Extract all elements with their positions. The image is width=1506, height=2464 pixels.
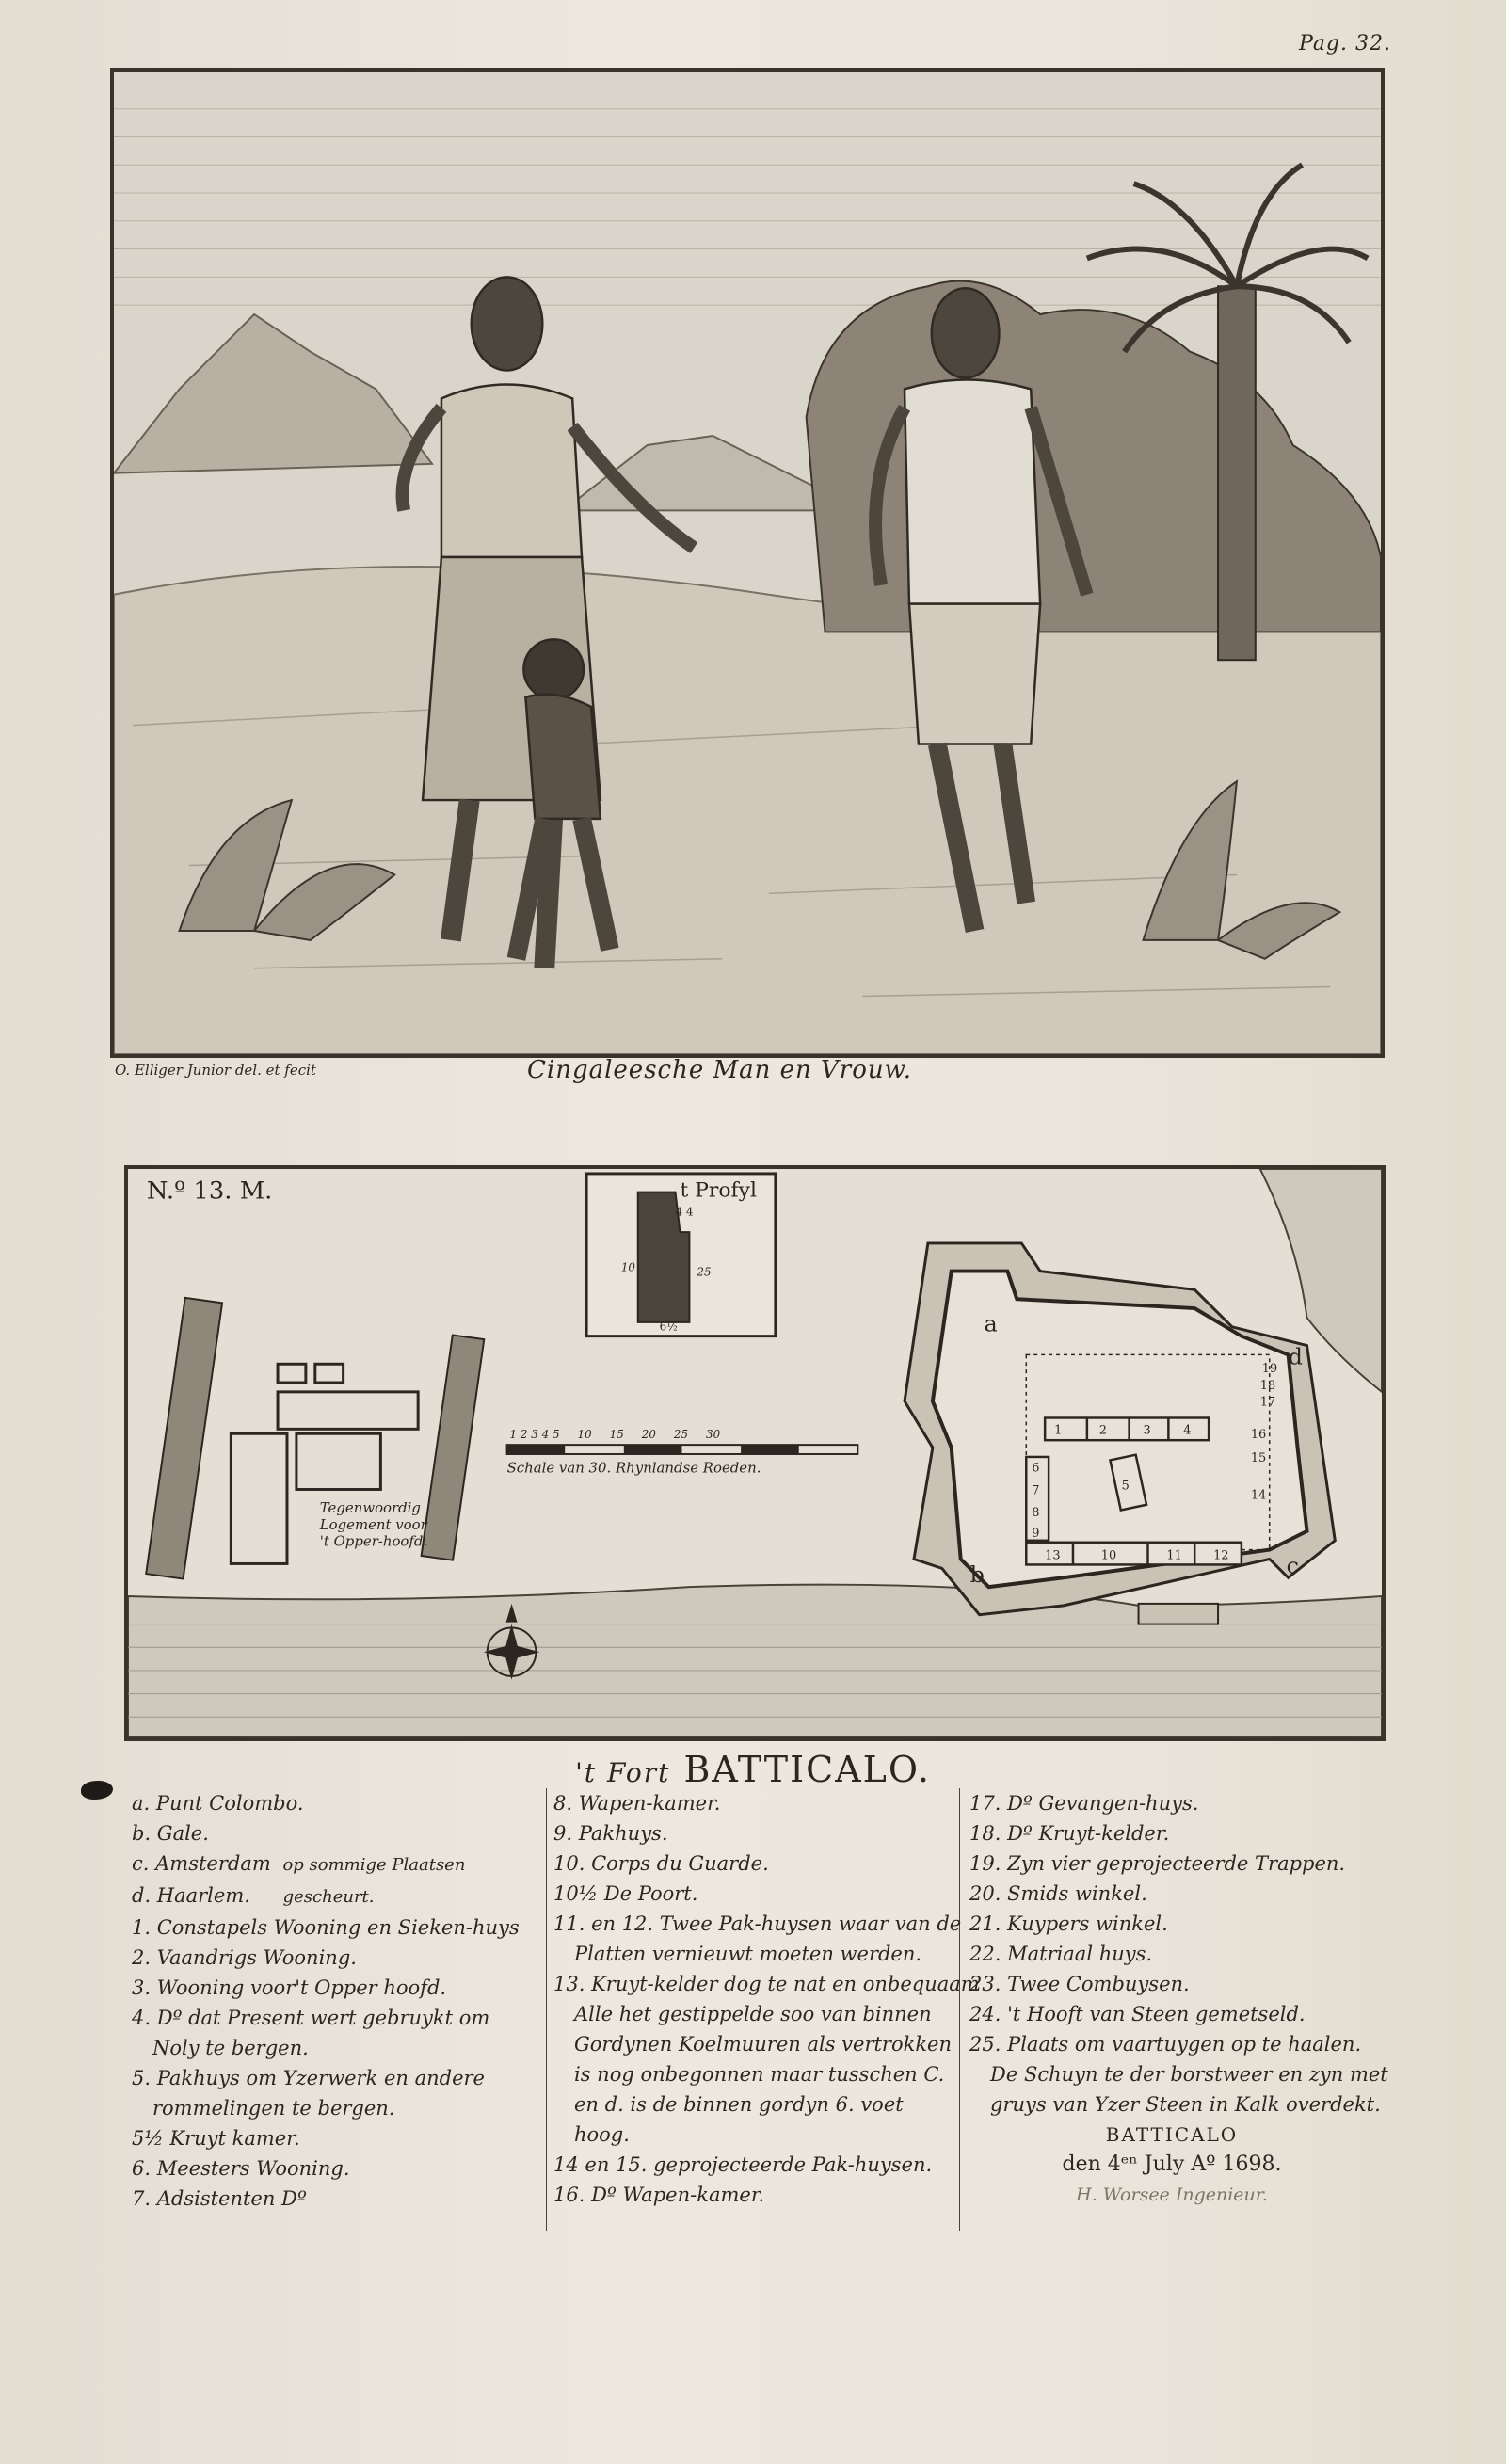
page-number: Pag. 32. (1299, 32, 1391, 56)
lodging-label-1: Tegenwoordig (319, 1499, 421, 1517)
legend-item-continued: is nog onbegonnen maar tusschen C. (574, 2063, 945, 2086)
legend-column-3 (960, 1788, 1388, 2210)
legend-item: 7. Adsistenten Dº (132, 2187, 307, 2210)
lodging-label-2: Logement voor (319, 1515, 427, 1533)
legend-item: 11. en 12. Twee Pak-huysen waar van de (553, 1912, 962, 1935)
legend-item-text: d. Haarlem. (132, 1884, 250, 1907)
building-number: 15 (1250, 1450, 1267, 1465)
plate-number: N.º 13. M. (146, 1176, 273, 1206)
legend-item: 5½ Kruyt kamer. (132, 2127, 300, 2150)
fort-title-prefix: 't Fort (575, 1757, 671, 1788)
engraving-plate (110, 68, 1385, 1058)
legend-item: 10½ De Poort. (553, 1882, 698, 1905)
legend-item: 14 en 15. geprojecteerde Pak-huysen. (553, 2153, 933, 2176)
building-number: 4 (1183, 1423, 1192, 1438)
legend-item: 10. Corps du Guarde. (553, 1852, 769, 1875)
corner-letter-a: a (984, 1310, 998, 1337)
building-number: 5 (1121, 1479, 1130, 1494)
legend-item: 23. Twee Combuysen. (969, 1973, 1190, 1995)
legend-item-continued: Alle het gestippelde soo van binnen (574, 2003, 932, 2025)
building-number: 13 (1045, 1548, 1061, 1563)
building-number: 19 (1261, 1362, 1278, 1377)
fort-plan-map (128, 1169, 1382, 1737)
legend-item: 22. Matriaal huys. (969, 1943, 1153, 1965)
legend-table (122, 1788, 1388, 2231)
legend-item-continued: Platten vernieuwt moeten werden. (574, 1943, 922, 1965)
scale-numbers: 1 2 3 4 5 10 15 20 25 30 (509, 1428, 721, 1442)
legend-item-text: c. Amsterdam (132, 1852, 271, 1875)
legend-item: 21. Kuypers winkel. (969, 1912, 1168, 1935)
fort-gate-bastion (1139, 1604, 1218, 1624)
legend-item: 1. Constapels Wooning en Sieken-huys (132, 1916, 520, 1939)
engraver-credit: O. Elliger Junior del. et fecit (115, 1062, 316, 1079)
legend-item: 6. Meesters Wooning. (132, 2157, 350, 2180)
building-number: 9 (1032, 1526, 1040, 1541)
building-number: 1 (1054, 1423, 1063, 1438)
profile-number-left: 10 (620, 1260, 636, 1274)
legend-item: 9. Pakhuys. (553, 1822, 668, 1845)
fort-title (0, 1749, 1506, 1790)
legend-item: 13. Kruyt-kelder dog te nat en onbequaam (553, 1973, 980, 1995)
legend-column-1 (132, 1788, 547, 2231)
engraving-illustration (114, 72, 1381, 1054)
lodging-label-3: 't Opper-hoofd. (319, 1532, 428, 1550)
legend-item: 16. Dº Wapen-kamer. (553, 2184, 765, 2206)
legend-item: 24. 't Hooft van Steen gemetseld. (969, 2003, 1306, 2025)
fort-plan-plate (124, 1165, 1386, 1741)
building-number: 16 (1250, 1428, 1267, 1443)
corner-letter-d: d (1288, 1343, 1303, 1370)
legend-item (132, 1848, 546, 1880)
legend-item-continued: hoog. (574, 2123, 630, 2146)
building-number: 8 (1032, 1506, 1040, 1521)
legend-note: gruys van Yzer Steen in Kalk overdekt. (990, 2093, 1381, 2116)
signature-engineer: H. Worsee Ingenieur. (1076, 2184, 1268, 2205)
legend-item: 2. Vaandrigs Wooning. (132, 1946, 357, 1969)
building-number: 3 (1143, 1423, 1151, 1438)
building-number: 17 (1259, 1395, 1276, 1410)
palm-trunk (1218, 286, 1256, 660)
signature-date: den 4ᵉⁿ July Aº 1698. (1062, 2152, 1282, 2176)
engraving-caption: Cingaleesche Man en Vrouw. (527, 1056, 913, 1084)
legend-item: 25. Plaats om vaartuygen op te haalen. (969, 2033, 1362, 2056)
legend-item (132, 1880, 546, 1912)
legend-item: a. Punt Colombo. (132, 1792, 304, 1815)
legend-item-continued: Gordynen Koelmuuren als vertrokken (574, 2033, 952, 2056)
legend-item: 5. Pakhuys om Yzerwerk en andere (132, 2067, 485, 2089)
legend-column-2 (546, 1788, 980, 2231)
legend-item: 3. Wooning voor't Opper hoofd. (132, 1976, 447, 1999)
building-number: 10 (1100, 1548, 1117, 1563)
building-number: 18 (1259, 1378, 1276, 1393)
brace-note-2: gescheurt. (282, 1887, 375, 1907)
legend-item: 4. Dº dat Present wert gebruykt om (132, 2007, 490, 2029)
legend-item: 19. Zyn vier geprojecteerde Trappen. (969, 1852, 1346, 1875)
corner-letter-b: b (969, 1561, 985, 1589)
building-number: 14 (1250, 1488, 1267, 1503)
legend-item-continued: rommelingen te bergen. (152, 2097, 395, 2120)
profile-label: t Profyl (680, 1178, 757, 1203)
legend-item: 8. Wapen-kamer. (553, 1792, 721, 1815)
legend-item: 20. Smids winkel. (969, 1882, 1147, 1905)
legend-note: De Schuyn te der borstweer en zyn met (990, 2063, 1388, 2086)
corner-letter-c: c (1286, 1552, 1299, 1579)
building-number: 7 (1032, 1483, 1040, 1498)
building-number: 11 (1166, 1548, 1182, 1563)
legend-item: b. Gale. (132, 1822, 209, 1845)
legend-item: 17. Dº Gevangen-huys. (969, 1792, 1199, 1815)
fort-title-name: BATTICALO. (683, 1749, 931, 1790)
building-number: 6 (1032, 1461, 1040, 1476)
signature-place: BATTICALO (1105, 2123, 1239, 2146)
building-number: 12 (1213, 1548, 1229, 1563)
building-number: 2 (1098, 1423, 1108, 1438)
profile-number-top: 4 4 (675, 1205, 694, 1219)
profile-number-bottom: 6½ (659, 1320, 678, 1334)
legend-item-continued: en d. is de binnen gordyn 6. voet (574, 2093, 904, 2116)
legend-item: 18. Dº Kruyt-kelder. (969, 1822, 1170, 1845)
brace-note-1: op sommige Plaatsen (282, 1855, 466, 1875)
scale-label: Schale van 30. Rhynlandse Roeden. (506, 1459, 761, 1477)
legend-item-continued: Noly te bergen. (152, 2037, 309, 2059)
profile-number-right: 25 (697, 1265, 712, 1279)
